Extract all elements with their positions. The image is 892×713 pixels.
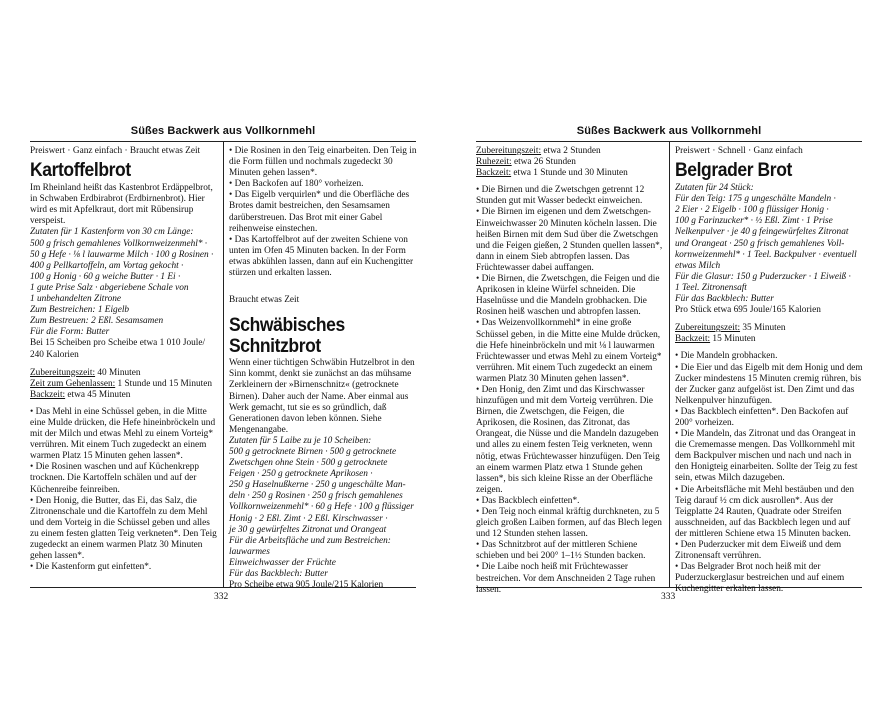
step: • Den Puderzucker mit dem Eiweiß und dem Zitronensaft verrühren. <box>675 540 842 562</box>
right-page <box>446 0 892 713</box>
ingredient-line: 400 g Pellkartoffeln, am Vortag gekocht · <box>30 260 184 271</box>
time-line: Zubereitungszeit: 35 Minuten <box>675 323 786 334</box>
ingredient-line: Vollkornweizenmehl* · 60 g Hefe · 100 g flüssiger <box>229 502 414 513</box>
ingredient-line: etwas Milch <box>675 260 721 271</box>
recipe-title: Kartoffelbrot <box>30 157 131 181</box>
step: • Die Birnen im eigenen und dem Zwetschgen-Einweichwasser 20 Minuten köcheln lassen. Die heißen Birnen mit dem Sud über die Zwetschgen und die Feigen gießen, 2 Stunden quellen lassen*, dann in einem Sieb abtropfen lassen. Das Früchtewasser dabei auffangen. <box>476 207 663 273</box>
title-line: Schwäbisches <box>229 313 345 336</box>
step: • Den Honig, die Butter, das Ei, das Salz, die Zitronenschale und die Kartoffeln zu dem Mehl und dem Vorteig in die Schüssel geben und alles zu einem festen glatten Teig verkneten*. Den Teig zugedeckt an einem warmen Platz 30 Minuten gehen lassen*. <box>30 495 217 562</box>
ingredient-line: 1 unbehandelten Zitrone <box>30 294 122 305</box>
time-line: Backzeit: 15 Minuten <box>675 334 756 345</box>
step: • Die Mandeln grobhacken. <box>675 351 778 362</box>
title-line: Schnitzbrot <box>229 334 321 357</box>
nutrition-info: Bei 15 Scheiben pro Scheibe etwa 1 010 Joule/ 240 Kalorien <box>30 338 206 360</box>
recipe-meta: Preiswert · Ganz einfach · Braucht etwas Zeit <box>30 146 201 156</box>
ingredients-list <box>675 183 863 316</box>
ingredient-line: Zum Bestreichen: 1 Eigelb <box>30 305 130 316</box>
step: • Die Kastenform gut einfetten*. <box>30 562 152 573</box>
recipe-meta: Preiswert · Schnell · Ganz einfach <box>675 146 803 156</box>
step: • Die Rosinen waschen und auf Küchenkrepp trocknen. Die Kartoffeln schälen und auf der Küchenreibe feinreiben. <box>30 462 200 495</box>
ingredients-heading: Zutaten für 24 Stück: <box>675 183 754 194</box>
ingredient-line: Für die Glasur: 150 g Puderzucker · 1 Eiweiß · <box>675 271 851 282</box>
schnitzbrot-continued <box>476 146 664 596</box>
step: • Die Rosinen in den Teig einarbeiten. Den Teig in die Form füllen und nochmals zugedeckt 30 Minuten gehen lassen*. <box>229 146 417 179</box>
time-info <box>30 368 218 401</box>
ingredients-list <box>229 436 417 591</box>
ingredients-list <box>30 227 218 360</box>
ingredient-line: Nelkenpulver · je 40 g feingewürfeltes Zitronat <box>675 227 849 238</box>
step: • Das Eigelb verquirlen* und die Oberfläche des Brotes damit bestreichen, den Sesamsamen darüberstreuen. Das Brot mit einer Gabel reihenweise einstechen. <box>229 190 410 234</box>
ingredient-line: 500 g frisch gemahlenes Vollkornweizenmehl* · <box>30 238 208 249</box>
step: • Das Weizenvollkornmehl* in eine große Schüssel geben, in die Mitte eine Mulde drücken, die Hefe hineinbröckeln und mit ⅛ l lauwarmen Früchtewasser und etwas Mehl zu einem Vorteig* verrühren. Mit einem Tuch zugedeckt an einem warmen Platz 30 Minuten gehen lassen*. <box>476 318 662 384</box>
ingredient-line: deln · 250 g Rosinen · 250 g frisch gemahlenes <box>229 491 403 502</box>
step: • Das Kartoffelbrot auf der zweiten Schiene von unten im Ofen 45 Minuten backen. In der Form etwas abkühlen lassen, dann auf ein Kuchengitter stürzen und erkalten lassen. <box>229 234 414 279</box>
ingredient-line: Zwetschgen ohne Stein · 500 g getrocknete <box>229 458 388 469</box>
ingredients-heading: Zutaten für 1 Kastenform von 30 cm Länge: <box>30 227 194 238</box>
ingredient-line: Feigen · 250 g getrocknete Aprikosen · <box>229 469 373 480</box>
step: • Den Backofen auf 180° vorheizen. <box>229 179 364 190</box>
time-info <box>476 146 664 179</box>
ingredient-line: Für das Backblech: Butter <box>229 569 328 579</box>
step: • Die Arbeitsfläche mit Mehl bestäuben und den Teig darauf ½ cm dick ausrollen*. Aus der Teigplatte 24 Rauten, Quadrate oder Streifen ausschneiden, auf das Backblech legen und auf der mittleren Schiene etwa 15 Minuten backen. <box>675 484 855 539</box>
recipe-title: Belgrader Brot <box>675 157 792 181</box>
belgrader-recipe <box>675 146 863 595</box>
column-divider <box>669 142 670 588</box>
recipe-intro: Wenn einer tüchtigen Schwäbin Hutzelbrot in den Sinn kommt, denkt sie zunächst an das mühsame Zerkleinern der »Birnenschnitz« (getrocknete Birnen). Daher auch der Name. Aber einmal aus Werk gemacht, tut sie es so gründlich, daß Generationen davon leben können. Siehe Mengenangabe. <box>229 358 415 435</box>
time-line: Zeit zum Gehenlassen: 1 Stunde und 15 Minuten <box>30 378 213 389</box>
ingredient-line: 100 g Farinzucker* · ½ Eßl. Zimt · 1 Prise <box>675 216 833 227</box>
step: • Die Eier und das Eigelb mit dem Honig und dem Zucker mindestens 15 Minuten cremig rühren, bis der Zucker ganz aufgelöst ist. Den Zimt und das Nelkenpulver hinzufügen. <box>675 362 863 406</box>
ingredient-line: je 30 g gewürfeltes Zitronat und Orangeat <box>229 524 387 535</box>
ingredient-line: Zum Bestreuen: 2 Eßl. Sesamsamen <box>30 316 164 327</box>
nutrition-info: Pro Scheibe etwa 905 Joule/215 Kalorien <box>229 580 384 591</box>
time-info <box>675 323 863 345</box>
recipe-meta: Braucht etwas Zeit <box>229 295 300 306</box>
step: • Das Mehl in eine Schüssel geben, in die Mitte eine Mulde drücken, die Hefe hineinbröckeln und mit der Milch und etwas Mehl zu einem Vorteig* verrühren. Mit einem Tuch zugedeckt an einem warmen Platz 15 Minuten gehen lassen*. <box>30 406 216 462</box>
ingredient-line: und Orangeat · 250 g frisch gemahlenes Voll- <box>675 238 845 249</box>
step: • Das Backblech einfetten*. Den Backofen auf 200° vorheizen. <box>675 406 849 428</box>
ingredient-line: 2 Eier · 2 Eigelb · 100 g flüssiger Honig · <box>675 205 829 216</box>
ingredient-line: Für die Arbeitsfläche und zum Bestreichen: lauwarmes <box>229 535 391 557</box>
time-line: Zubereitungszeit: 40 Minuten <box>30 367 141 378</box>
step: • Die Birnen und die Zwetschgen getrennt 12 Stunden gut mit Wasser bedeckt einweichen. <box>476 185 645 207</box>
left-column-2 <box>229 146 417 598</box>
ingredients-heading: Zutaten für 5 Laibe zu je 10 Scheiben: <box>229 435 372 446</box>
step: • Die Birnen, die Zwetschgen, die Feigen und die Aprikosen in kleine Würfel schneiden. Die Haselnüsse und die Mandeln grobhacken. Die Rosinen heiß waschen und abtropfen lassen. <box>476 274 660 318</box>
step: • Die Mandeln, das Zitronat und das Orangeat in die Crememasse mengen. Das Vollkornmehl mit dem Backpulver mischen und nach und nach in den Honigteig einarbeiten. Sollte der Teig zu fest sein, etwas Milch dazugeben. <box>675 429 858 484</box>
step: • Das Belgrader Brot noch heiß mit der Puderzuckerglasur bestreichen und auf einem Kuchengitter erkalten lassen. <box>675 562 845 595</box>
column-divider <box>223 142 224 588</box>
time-line: Backzeit: etwa 45 Minuten <box>30 389 131 400</box>
nutrition-info: Pro Stück etwa 695 Joule/165 Kalorien <box>675 305 821 316</box>
ingredient-line: 1 gute Prise Salz · abgeriebene Schale von <box>30 282 189 293</box>
recipe-intro: Im Rheinland heißt das Kastenbrot Erdäppelbrot, in Schwaben Erdbirabrot (Erdbirnenbrot). Hier wird es mit Apfelkraut, dort mit Rübensirup verspeist. <box>30 183 213 227</box>
running-header: Süßes Backwerk aus Vollkornmehl <box>130 125 316 137</box>
step: • Den Honig, den Zimt und das Kirschwasser hinzufügen und mit dem Vorteig verrühren. Die Birnen, die Zwetschgen, die Feigen, die Aprikosen, die Rosinen, das Zitronat, das Orangeat, die Nüsse und die Mandeln dazugeben und alles zu einem festen Teig verkneten, wenn nötig, etwas Früchtewasser hinzufügen. Den Teig an einem warmen Platz etwa 1 Stunde gehen lassen*, bis sich kleine Risse an der Oberfläche zeigen. <box>476 384 660 495</box>
ingredient-line: Für den Teig: 175 g ungeschälte Mandeln · <box>675 194 836 205</box>
ingredient-line: Für das Backblech: Butter <box>675 294 774 305</box>
time-line: Ruhezeit: etwa 26 Stunden <box>476 157 576 168</box>
ingredient-line: Honig · 2 Eßl. Zimt · 2 Eßl. Kirschwasser · <box>229 513 388 524</box>
ingredient-line: 250 g Haselnußkerne · 250 g ungeschälte Man- <box>229 480 406 491</box>
ingredient-line: 50 g Hefe · ⅛ l lauwarme Milch · 100 g Rosinen · <box>30 249 214 260</box>
ingredient-line: Einweichwasser der Früchte <box>229 557 336 568</box>
kartoffelbrot-recipe <box>30 146 218 573</box>
page-number: 332 <box>214 592 229 602</box>
ingredient-line: 100 g Honig · 60 g weiche Butter · 1 Ei · <box>30 271 181 282</box>
step: • Den Teig noch einmal kräftig durchkneten, zu 5 gleich großen Laiben formen, auf das Blech legen und 12 Stunden stehen lassen. <box>476 507 662 540</box>
page-number: 333 <box>661 592 676 602</box>
ingredient-line: Für die Form: Butter <box>30 327 110 338</box>
time-line: Backzeit: etwa 1 Stunde und 30 Minuten <box>476 168 628 179</box>
time-line: Zubereitungszeit: etwa 2 Stunden <box>476 146 601 156</box>
step: • Die Laibe noch heiß mit Früchtewasser bestreichen. Vor dem Anschneiden 2 Tage ruhen lassen. <box>476 562 656 595</box>
ingredient-line: 500 g getrocknete Birnen · 500 g getrocknete <box>229 446 397 457</box>
ingredient-line: kornweizenmehl* · 1 Teel. Backpulver · eventuell <box>675 249 857 260</box>
step: • Das Backblech einfetten*. <box>476 495 580 506</box>
step: • Das Schnitzbrot auf der mittleren Schiene schieben und bei 200° 1–1½ Stunden backen. <box>476 540 646 562</box>
recipe-title <box>229 314 417 357</box>
running-header: Süßes Backwerk aus Vollkornmehl <box>576 125 762 137</box>
ingredient-line: 1 Teel. Zitronensaft <box>675 282 747 293</box>
